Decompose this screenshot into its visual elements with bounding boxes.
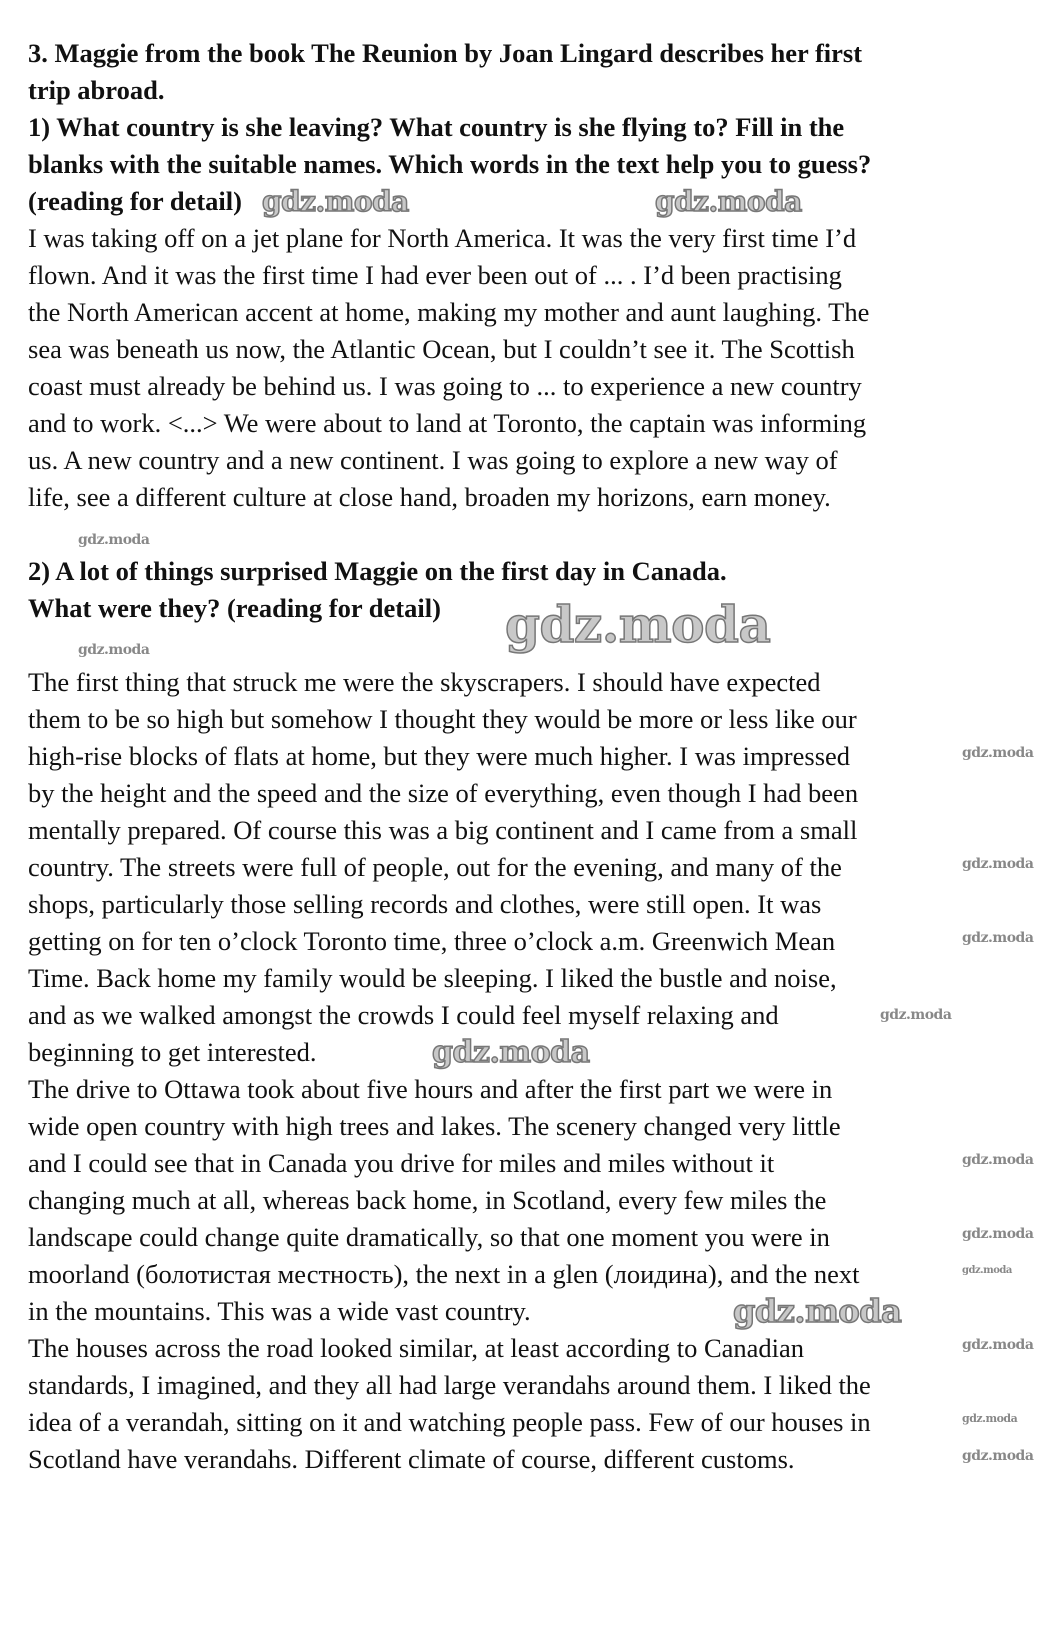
document-body: [28, 35, 1038, 1478]
watermark: gdz.moda: [962, 745, 1034, 761]
watermark: gdz.moda: [262, 185, 409, 218]
watermark: gdz.moda: [962, 856, 1034, 872]
watermark: gdz.moda: [880, 1007, 952, 1023]
text-line: coast must already be behind us. I was going to ... to experience a new country: [28, 371, 862, 401]
heading-line: 3. Maggie from the book The Reunion by Joan Lingard describes her first: [28, 38, 863, 68]
text-line: country. The streets were full of people, out for the evening, and many of the: [28, 852, 842, 882]
text-line: us. A new country and a new continent. I was going to explore a new way of: [28, 445, 838, 475]
text-line: by the height and the speed and the size of everything, even though I had been: [28, 778, 859, 808]
text-line: flown. And it was the first time I had ever been out of ... . I’d been practising: [28, 260, 842, 290]
watermark: gdz.moda: [962, 1412, 1018, 1425]
watermark: gdz.moda: [78, 642, 150, 658]
text-line: The houses across the road looked similar, at least according to Canadian: [28, 1333, 805, 1363]
text-line: standards, I imagined, and they all had large verandahs around them. I liked the: [28, 1370, 871, 1400]
text-line: sea was beneath us now, the Atlantic Ocean, but I couldn’t see it. The Scottish: [28, 334, 855, 364]
heading-line: (reading for detail): [28, 186, 242, 216]
watermark: gdz.moda: [505, 595, 771, 654]
text-line: and I could see that in Canada you drive for miles and miles without it: [28, 1148, 775, 1178]
watermark: gdz.moda: [962, 1448, 1034, 1464]
watermark: gdz.moda: [962, 1265, 1012, 1276]
watermark: gdz.moda: [962, 930, 1034, 946]
text-line: The first thing that struck me were the skyscrapers. I should have expected: [28, 667, 821, 697]
text-line: changing much at all, whereas back home, in Scotland, every few miles the: [28, 1185, 827, 1215]
text-line: beginning to get interested.: [28, 1037, 317, 1067]
watermark: gdz.moda: [962, 1337, 1034, 1353]
text-line: shops, particularly those selling records and clothes, were still open. It was: [28, 889, 822, 919]
watermark: gdz.moda: [432, 1035, 590, 1070]
text-line: and to work. <...> We were about to land at Toronto, the captain was informing: [28, 408, 867, 438]
text-line: The drive to Ottawa took about five hours and after the first part we were in: [28, 1074, 833, 1104]
heading-line: 1) What country is she leaving? What country is she flying to? Fill in the: [28, 112, 845, 142]
text-line: high-rise blocks of flats at home, but they were much higher. I was impressed: [28, 741, 851, 771]
heading-line: 2) A lot of things surprised Maggie on the first day in Canada.: [28, 556, 727, 586]
heading-line: trip abroad.: [28, 75, 165, 105]
text-line: getting on for ten o’clock Toronto time, three o’clock a.m. Greenwich Mean: [28, 926, 836, 956]
watermark: gdz.moda: [655, 185, 802, 218]
watermark: gdz.moda: [78, 532, 150, 548]
watermark: gdz.moda: [962, 1226, 1034, 1242]
text-line: the North American accent at home, making my mother and aunt laughing. The: [28, 297, 870, 327]
text-line: landscape could change quite dramatically, so that one moment you were in: [28, 1222, 830, 1252]
heading-line: blanks with the suitable names. Which words in the text help you to guess?: [28, 149, 872, 179]
text-line: wide open country with high trees and lakes. The scenery changed very little: [28, 1111, 841, 1141]
text-line: in the mountains. This was a wide vast country.: [28, 1296, 531, 1326]
text-line: Scotland have verandahs. Different climate of course, different customs.: [28, 1444, 795, 1474]
text-line: Time. Back home my family would be sleeping. I liked the bustle and noise,: [28, 963, 837, 993]
text-line: idea of a verandah, sitting on it and watching people pass. Few of our houses in: [28, 1407, 871, 1437]
watermark: gdz.moda: [962, 1152, 1034, 1168]
text-line: mentally prepared. Of course this was a big continent and I came from a small: [28, 815, 858, 845]
text-line: moorland (болотистая местность), the next in a glen (лоидина), and the next: [28, 1259, 860, 1289]
text-line: them to be so high but somehow I thought they would be more or less like our: [28, 704, 857, 734]
text-line: I was taking off on a jet plane for North America. It was the very first time I’d: [28, 223, 857, 253]
text-line: life, see a different culture at close hand, broaden my horizons, earn money.: [28, 482, 831, 512]
heading-line: What were they? (reading for detail): [28, 593, 441, 623]
text-line: and as we walked amongst the crowds I could feel myself relaxing and: [28, 1000, 779, 1030]
watermark: gdz.moda: [733, 1292, 902, 1330]
